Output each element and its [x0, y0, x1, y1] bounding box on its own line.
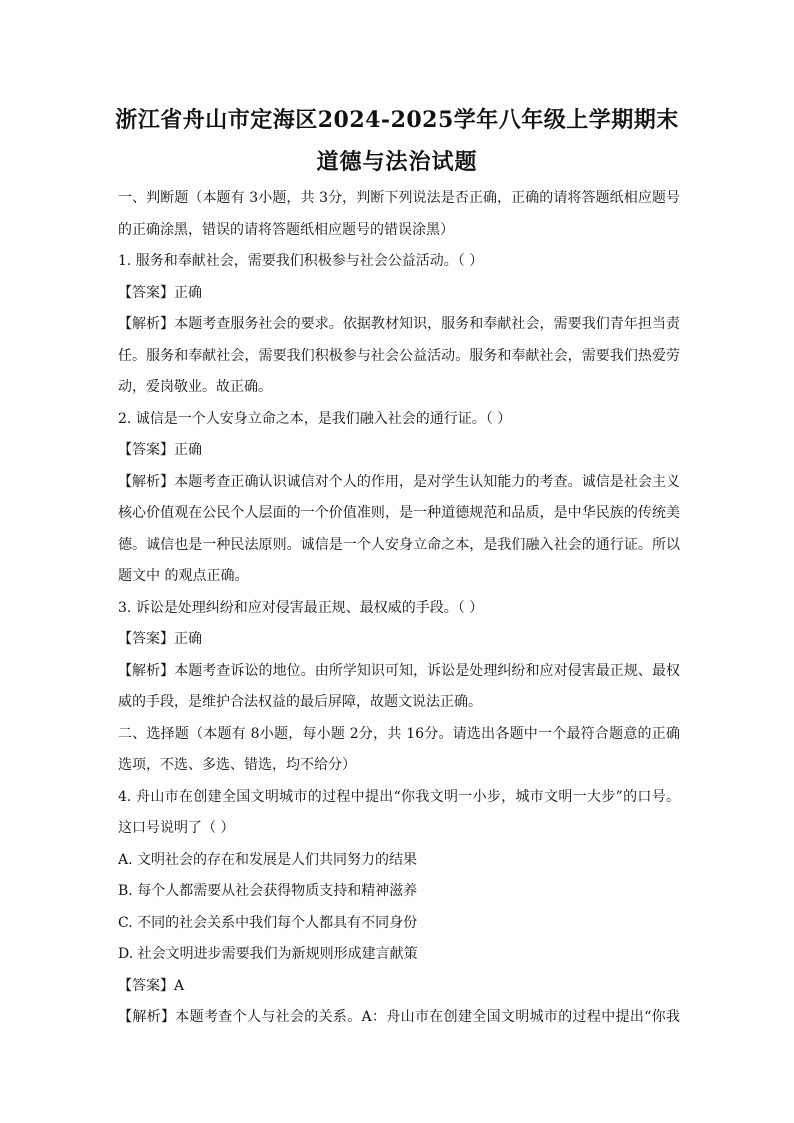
analysis-2-line-3: 德。诚信也是一种民法原则。诚信是一个人安身立命之本，是我们融入社会的通行证。所以	[118, 536, 680, 553]
section2-heading-line-2: 选项，不选、多选、错选，均不给分）	[118, 757, 356, 773]
analysis-3-line-1: 【解析】本题考查诉讼的地位。由所学知识可知，诉讼是处理纠纷和应对侵害最正规、最权	[118, 662, 680, 679]
question-4-line-1: 4. 舟山市在创建全国文明城市的过程中提出“你我文明一小步，城市文明一大步”的口号。	[118, 788, 680, 805]
question-3: 3. 诉讼是处理纠纷和应对侵害最正规、最权威的手段。（ ）	[118, 599, 484, 616]
document-subtitle: 道德与法治试题	[316, 149, 478, 175]
question-4-line-2: 这口号说明了（ ）	[118, 820, 235, 836]
analysis-2-line-4: 题文中 的观点正确。	[118, 568, 249, 584]
analysis-1-line-1: 【解析】本题考查服务社会的要求。依据教材知识，服务和奉献社会，需要我们青年担当责	[118, 316, 680, 332]
document-body	[118, 183, 680, 1034]
answer-1: 【答案】正确	[118, 284, 202, 301]
answer-2: 【答案】正确	[118, 442, 202, 458]
option-d: D. 社会文明进步需要我们为新规则形成建言献策	[118, 946, 418, 962]
analysis-4-line-1: 【解析】本题考查个人与社会的关系。A：舟山市在创建全国文明城市的过程中提出“你我	[118, 1009, 680, 1025]
answer-4: 【答案】A	[118, 977, 185, 994]
document-title: 浙江省舟山市定海区2024-2025学年八年级上学期期末	[115, 107, 679, 133]
section1-heading-line-2: 的正确涂黑，错误的请将答题纸相应题号的错误涂黑）	[118, 221, 454, 238]
question-2: 2. 诚信是一个人安身立命之本，是我们融入社会的通行证。（ ）	[118, 410, 512, 427]
analysis-1-line-2: 任。服务和奉献社会，需要我们积极参与社会公益活动。服务和奉献社会，需要我们热爱劳	[118, 347, 680, 364]
analysis-3-line-2: 威的手段，是维护合法权益的最后屏障，故题文说法正确。	[118, 694, 482, 710]
answer-3: 【答案】正确	[118, 631, 202, 647]
analysis-2-line-2: 核心价值观在公民个人层面的一个价值准则，是一种道德规范和品质，是中华民族的传统美	[118, 505, 680, 521]
question-1: 1. 服务和奉献社会，需要我们积极参与社会公益活动。（ ）	[118, 253, 484, 269]
option-b: B. 每个人都需要从社会获得物质支持和精神滋养	[118, 883, 418, 899]
analysis-1-line-3: 动，爱岗敬业。故正确。	[118, 379, 272, 395]
section1-heading-line-1: 一、判断题（本题有 3小题，共 3分，判断下列说法是否正确，正确的请将答题纸相应题号	[118, 190, 680, 206]
section2-heading-line-1: 二、选择题（本题有 8小题，每小题 2分，共 16分。请选出各题中一个最符合题意的正确	[118, 725, 680, 742]
option-c: C. 不同的社会关系中我们每个人都具有不同身份	[118, 914, 418, 931]
analysis-2-line-1: 【解析】本题考查正确认识诚信对个人的作用，是对学生认知能力的考查。诚信是社会主义	[118, 473, 680, 490]
option-a: A. 文明社会的存在和发展是人们共同努力的结果	[118, 851, 418, 868]
